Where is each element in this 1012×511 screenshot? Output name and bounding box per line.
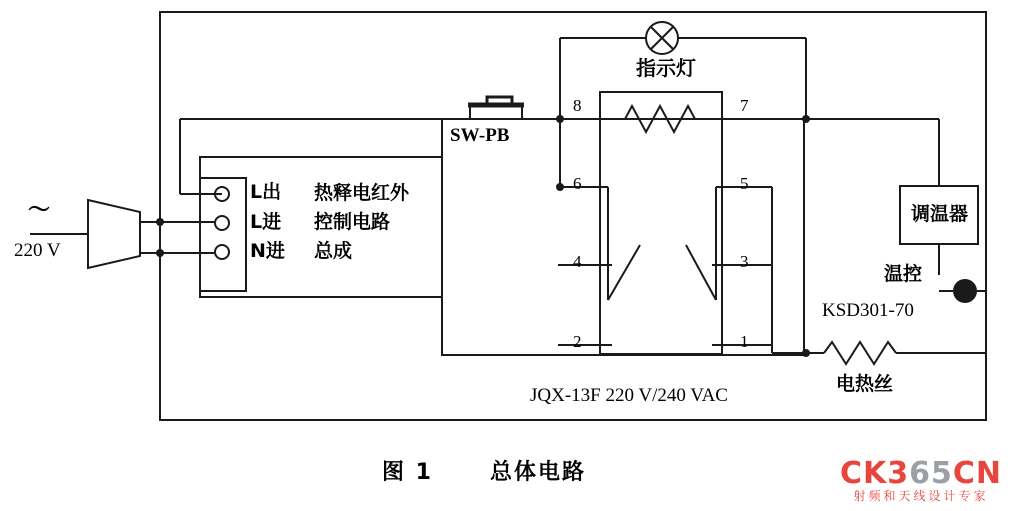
outer-frame <box>160 12 986 420</box>
terminal-screw-2 <box>215 216 229 230</box>
relay-model-label: JQX-13F 220 V/240 VAC <box>530 385 728 406</box>
relay-pin-1-label: 1 <box>740 332 749 351</box>
plug-symbol <box>88 200 140 268</box>
junction-dot-l <box>156 218 164 226</box>
temp-control-model-label: KSD301-70 <box>822 300 914 321</box>
terminal-screw-3 <box>215 245 229 259</box>
relay-pin-4-label: 4 <box>573 252 582 271</box>
junction-dot-heater <box>802 349 810 357</box>
supply-voltage-label: 220 V <box>14 240 61 261</box>
relay-pin-5-label: 5 <box>740 174 749 193</box>
figure-caption-number: 图 1 <box>382 460 433 485</box>
supply-tilde-label: ～ <box>28 198 51 223</box>
heating-wire-zigzag <box>824 342 896 364</box>
watermark <box>840 457 1002 503</box>
temp-control-label: 温控 <box>884 263 923 285</box>
heating-wire-label: 电热丝 <box>836 373 894 395</box>
terminal-l-in-label: L进 <box>250 211 282 233</box>
pin6-armature-blade <box>608 245 640 300</box>
figure-caption-title: 总体电路 <box>490 460 587 485</box>
watermark-sub: 射频和天线设计专家 <box>853 488 989 503</box>
switch-label: SW-PB <box>450 125 510 146</box>
temp-control-symbol <box>953 279 977 303</box>
relay-pin-7-label: 7 <box>740 96 749 115</box>
pin5-armature-blade <box>686 245 716 300</box>
relay-pin-8-label: 8 <box>573 96 582 115</box>
watermark-part2: 65 <box>909 455 953 491</box>
module-label-line3: 总成 <box>314 240 353 262</box>
watermark-part1: CK3 <box>839 455 910 491</box>
thermostat-label: 调温器 <box>911 203 969 225</box>
watermark-part3: CN <box>952 455 1002 491</box>
relay-coil-box <box>600 92 722 354</box>
terminal-l-out-label: L出 <box>250 181 282 203</box>
module-label-line2: 控制电路 <box>314 211 391 233</box>
module-label-line1: 热释电红外 <box>314 182 410 204</box>
indicator-lamp-label: 指示灯 <box>636 56 696 80</box>
relay-pin-2-label: 2 <box>573 332 582 351</box>
watermark-main <box>840 457 1002 490</box>
relay-pin-6-label: 6 <box>573 174 582 193</box>
relay-pin-3-label: 3 <box>740 252 749 271</box>
relay-outline-box <box>442 119 804 355</box>
terminal-n-in-label: N进 <box>250 240 285 262</box>
